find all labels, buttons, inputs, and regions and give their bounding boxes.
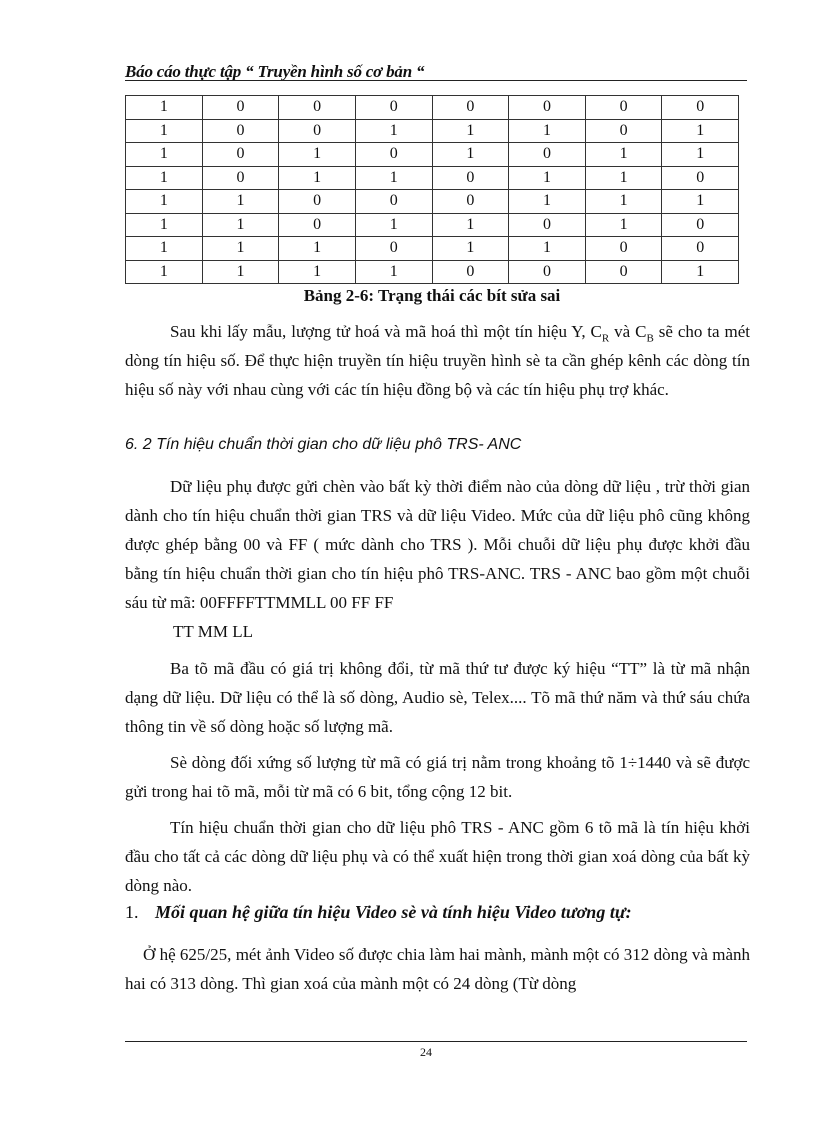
table-cell: 1 [126,237,203,261]
table-cell: 0 [585,237,662,261]
table-cell: 0 [585,96,662,120]
table-cell: 0 [662,166,739,190]
section-title: Mối quan hệ giữa tín hiệu Video sè và tính hiệu Video tương tự: [155,902,632,922]
header-divider [125,80,747,81]
table-cell: 1 [432,237,509,261]
section-number: 1. [125,902,139,922]
table-cell: 1 [202,190,279,214]
table-cell: 1 [509,190,586,214]
table-cell: 0 [279,213,356,237]
paragraph-ancillary-data: Dữ liệu phụ được gửi chèn vào bất kỳ thời điểm nào của dòng dữ liệu , trừ thời gian dành cho tín hiệu chuẩn thời gian TRS và dữ liệu Video. Mức của dữ liệu phô cũng không được ghép bằng 00 và FF ( mức dành cho TRS ). Mỗi chuỗi dữ liệu phụ được khởi đầu bằng tín hiệu chuẩn thời gian cho tín hiệu phô TRS-ANC. TRS - ANC bao gồm một chuỗi sáu từ mã: 00FFFFTTMMLL 00 FF FF TT MM LL [125,477,750,641]
table-cell: 1 [585,213,662,237]
table-cell: 1 [585,166,662,190]
paragraph-line-count: Sè dòng đối xứng số lượng từ mã có giá trị nằm trong khoảng tõ 1÷1440 và sẽ được gửi trong hai tõ mã, mỗi từ mã có 6 bit, tổng cộng 12 bit. [125,753,750,801]
table-row [126,260,739,284]
table-cell: 0 [355,143,432,167]
table-cell: 1 [126,119,203,143]
paragraph-625-system: Ở hệ 625/25, mét ảnh Video số được chia làm hai mành, mành một có 312 dòng và mành hai có 313 dòng. Thì gian xoá của mành một có 24 dòng (Từ dòng [125,945,750,993]
table-cell: 0 [279,190,356,214]
footer-divider [125,1041,747,1042]
table-cell: 1 [126,166,203,190]
table-cell: 0 [202,96,279,120]
table-cell: 1 [126,260,203,284]
correction-bits-table [125,95,739,284]
table-cell: 1 [585,190,662,214]
table-cell: 1 [509,237,586,261]
table-cell: 1 [355,213,432,237]
table-cell: 1 [202,237,279,261]
table-cell: 1 [355,119,432,143]
section-heading-6-2: 6. 2 Tín hiệu chuẩn thời gian cho dữ liệu phô TRS- ANC [125,436,522,453]
table-cell: 0 [202,143,279,167]
table-cell: 0 [509,260,586,284]
table-cell: 1 [432,119,509,143]
table-cell: 0 [432,190,509,214]
table-row [126,96,739,120]
table-cell: 0 [662,213,739,237]
table-row [126,119,739,143]
table-cell: 1 [662,143,739,167]
table-cell: 0 [509,213,586,237]
table-cell: 1 [355,166,432,190]
table-row [126,143,739,167]
table-cell: 0 [509,96,586,120]
paragraph-trs-anc: Tín hiệu chuẩn thời gian cho dữ liệu phô TRS - ANC gồm 6 tõ mã là tín hiệu khởi đầu cho tất cả các dòng dữ liệu phụ và có thể xuất hiện trong thời gian xoá dòng của bất kỳ dòng nào. [125,818,750,895]
table-cell: 1 [662,119,739,143]
table-cell: 0 [662,96,739,120]
table-cell: 0 [662,237,739,261]
section-heading-1 [125,902,750,923]
table-cell: 1 [432,143,509,167]
table-cell: 0 [279,96,356,120]
table-cell: 1 [279,260,356,284]
table-cell: 1 [126,213,203,237]
table-cell: 1 [585,143,662,167]
table-cell: 1 [509,166,586,190]
table-caption: Bảng 2-6: Trạng thái các bít sửa sai [303,286,561,305]
table-cell: 1 [279,143,356,167]
table-cell: 0 [355,237,432,261]
table-cell: 1 [202,213,279,237]
table-cell: 1 [202,260,279,284]
table-cell: 0 [432,166,509,190]
page-number: 24 [420,1045,432,1059]
table-cell: 0 [202,119,279,143]
table-cell: 0 [355,96,432,120]
paragraph-sampling: Sau khi lấy mẫu, lượng tử hoá và mã hoá thì một tín hiệu Y, $C_R$ và $C_B$ sẽ cho ta mét dòng tín hiệu số. Để thực hiện truyền tín hiệu truyền hình sè ta cần ghép kênh các dòng tín hiệu số này với nhau cùng với các tín hiệu đồng bộ và các tín hiệu phụ trợ khác. [125,322,750,399]
table-cell: 1 [432,213,509,237]
table-cell: 0 [585,260,662,284]
table-row [126,190,739,214]
table-cell: 1 [662,190,739,214]
table-cell: 0 [432,96,509,120]
table-cell: 1 [126,143,203,167]
table-row [126,237,739,261]
table-cell: 0 [432,260,509,284]
table-cell: 0 [202,166,279,190]
table-cell: 1 [355,260,432,284]
paragraph-codewords: Ba tõ mã đầu có giá trị không đổi, từ mã thứ tư được ký hiệu “TT” là từ mã nhận dạng dữ liệu. Dữ liệu có thể là số dòng, Audio sè, Telex.... Tõ mã thứ năm và thứ sáu chứa thông tin về số dòng hoặc số lượng mã. [125,659,750,736]
table-cell: 1 [126,190,203,214]
table-cell: 1 [509,119,586,143]
table-cell: 0 [585,119,662,143]
table-cell: 0 [279,119,356,143]
table-cell: 1 [662,260,739,284]
table-row [126,166,739,190]
table-cell: 1 [279,166,356,190]
page-header: Báo cáo thực tập “ Truyền hình số cơ bản “ [125,62,425,81]
table-row [126,213,739,237]
table-cell: 0 [509,143,586,167]
table-cell: 0 [355,190,432,214]
table-cell: 1 [126,96,203,120]
table-cell: 1 [279,237,356,261]
